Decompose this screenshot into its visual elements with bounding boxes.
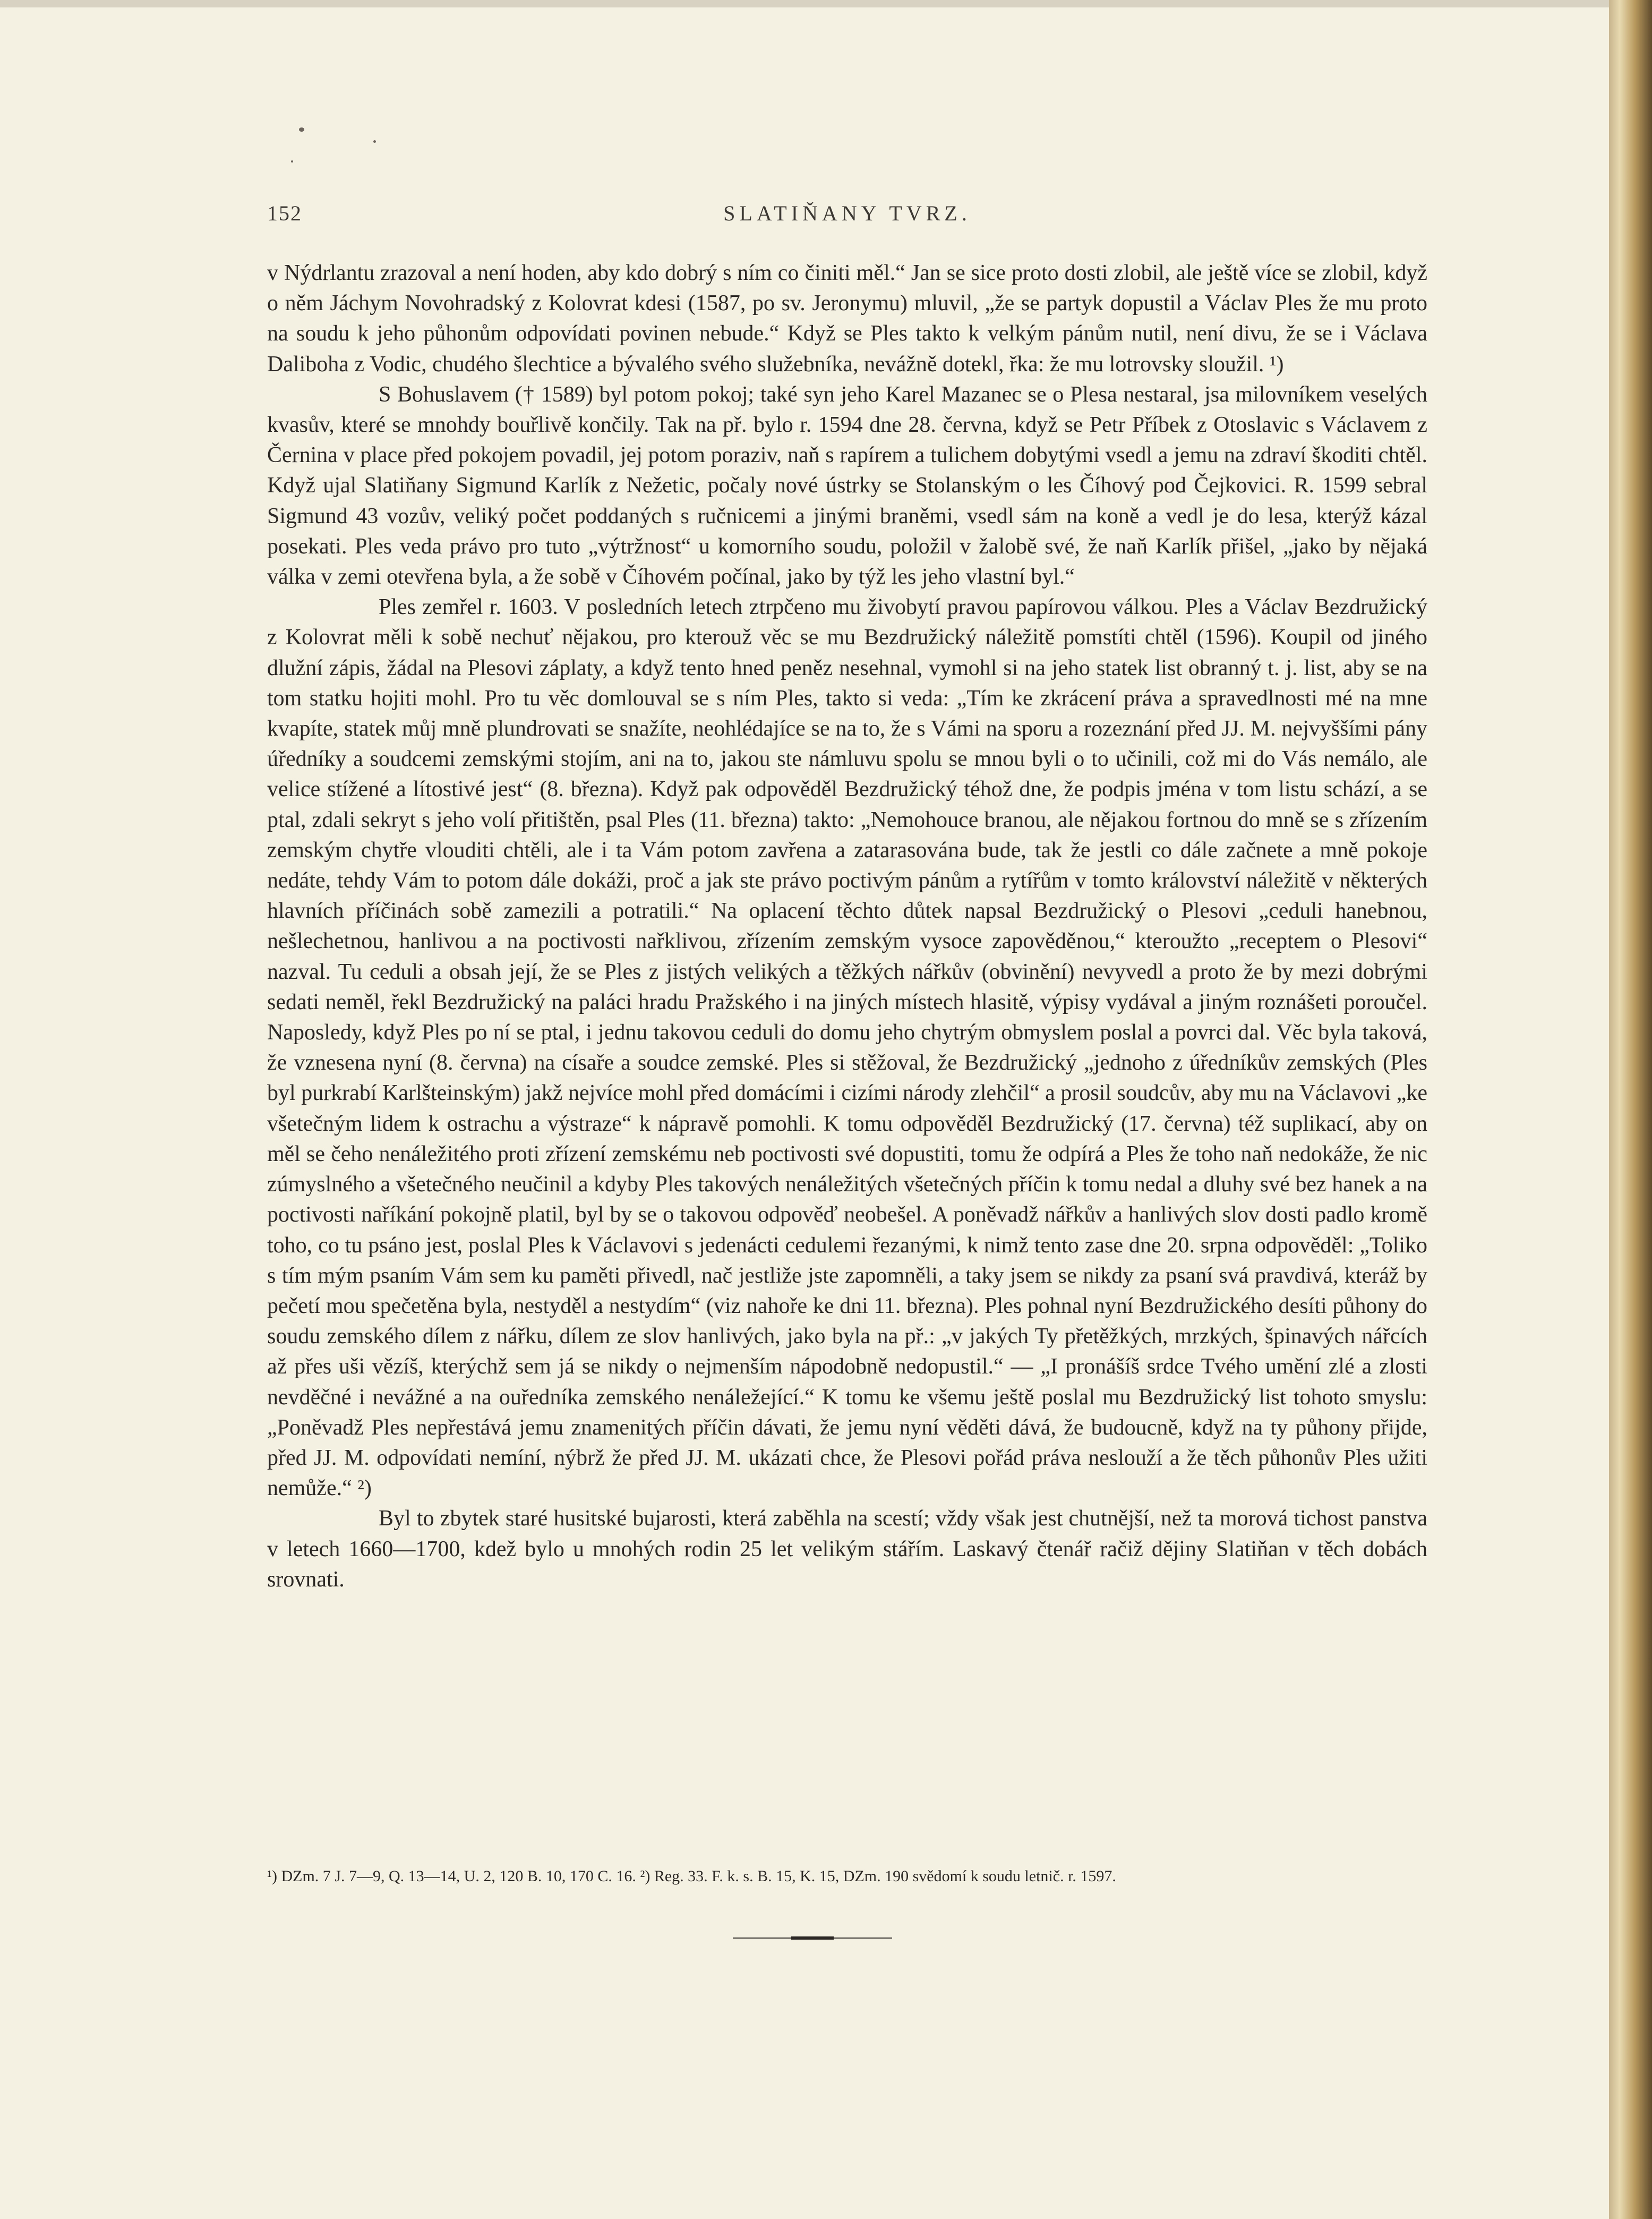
paragraph: Byl to zbytek staré husitské bujarosti, která zaběhla na scestí; vždy však jest chutnější, než ta morová tichost panstva v letech 1660—1700, kdež bylo u mnohých rodin 25 let velikým stářím. Laskavý čtenář račiž dějiny Slatiňan v těch dobách srovnati. <box>267 1506 1427 1592</box>
paragraph: Ples zemřel r. 1603. V posledních letech ztrpčeno mu živobytí pravou papírovou válkou. Ples a Václav Bezdružický z Kolovrat měli k sobě nechuť nějakou, pro kterouž věc se mu Bezdružický náležitě pomstíti chtěl (1596). Koupil od jiného dlužní zápis, žádal na Plesovi záplaty, a když tento hned peněz nesehnal, vymohl si na jeho statek list obranný t. j. list, aby se na tom statku hojiti mohl. Pro tu věc domlouval se s ním Ples, takto si veda: „Tím ke zkrácení práva a spravedlnosti mé na mne kvapíte, statek můj mně plundrovati se snažíte, neohlédajíce se na to, že s Vámi na sporu a rozeznání před JJ. M. nejvyššími pány úředníky a soudcemi zemskými stojím, ani na to, jakou ste námluvu spolu se mnou byli o to učinili, což mi do Vás nemálo, ale velice stížené a lítostivé jest“ (8. března). Když pak odpověděl Bezdružický téhož dne, že podpis jména v tom listu schází, a se ptal, zdali sekryt s jeho volí přitištěn, psal Ples (11. března) takto: „Nemohouce branou, ale nějakou fortnou do mně se s zřízením zemským chytře vlouditi chtěli, ale i ta Vám potom zavřena a zatarasována bude, tak že jestli co dále začnete a mně pokoje nedáte, tehdy Vám to potom dále dokáži, proč a jak ste právo poctivým pánům a rytířům v tomto království náležitě v některých hlavních příčinách sobě zamezili a potratili.“ Na oplacení těchto důtek napsal Bezdružický o Plesovi „ceduli hanebnou, nešlechetnou, hanlivou a na poctivosti nařklivou, zřízením zemským vysoce zapověděnou,“ kteroužto „receptem o Plesovi“ nazval. Tu ceduli a obsah její, že se Ples z jistých velikých a těžkých nářkův (obvinění) nevyvedl a proto že by mezi dobrými sedati neměl, řekl Bezdružický na paláci hradu Pražského i na jiných místech hlasitě, výpisy vydával a jiným roznášeti poroučel. Naposledy, když Ples po ní se ptal, i jednu takovou ceduli do domu jeho chytrým obmyslem poslal a povrci dal. Věc byla taková, že vznesena nyní (8. června) na císaře a soudce zemské. Ples si stěžoval, že Bezdružický „jednoho z úředníkův zemských (Ples byl purkrabí Karlšteinským) jakž nejvíce mohl před domácími i cizími národy zlehčil“ a prosil soudcův, aby mu na Václavovi „ke všetečným lidem k ostrachu a výstraze“ k nápravě pomohli. K tomu odpověděl Bezdružický (17. června) též suplikací, aby on měl se čeho nenáležitého proti zřízení zemskému neb poctivosti své dopustiti, tomu že odpírá a Ples že toho naň nedokáže, že nic zúmyslného a všetečného neučinil a kdyby Ples takových nenáležitých všetečných příčin k tomu nedal a dluhy své bez hanek a na poctivosti naříkání pokojně platil, byl by se o takovou odpověď neobešel. A poněvadž nářkův a hanlivých slov dosti padlo kromě toho, co tu psáno jest, poslal Ples k Václavovi s jedenácti cedulemi řezanými, k nimž tento zase dne 20. srpna odpověděl: „Toliko s tím mým psaním Vám sem ku paměti přivedl, nač jestliže jste zapomněli, a taky jsem se nikdy za psaní svá pravdivá, kteráž by pečetí mou spečetěna byla, nestyděl a nestydím“ (viz nahoře ke dni 11. března). Ples pohnal nyní Bezdružického desíti půhony do soudu zemského dílem z nářku, dílem ze slov hanlivých, jako byla na př.: „v jakých Ty přetěžkých, mrzkých, špinavých nářcích až přes uši vězíš, kterýchž sem já se nikdy o nejmenším nápodobně nedopustil.“ — „I pronášíš srdce Tvého umění zlé a zlosti nevděčné i nevážné a na ouředníka zemského nenáležející.“ K tomu ke všemu ještě poslal mu Bezdružický list tohoto smyslu: „Poněvadž Ples nepřestává jemu znamenitých příčin dávati, že jemu nyní věděti dává, že budoucně, když na ty půhony přijde, před JJ. M. odpovídati nemíní, nýbrž že před JJ. M. ukázati chce, že Plesovi pořád práva neslouží a že těch půhonův Ples užiti nemůže.“ ²) <box>267 595 1427 1501</box>
end-ornament <box>733 1935 892 1941</box>
ink-speck <box>291 160 293 163</box>
page-header <box>267 201 1427 233</box>
book-binding-edge <box>1609 0 1652 2219</box>
footnotes: ¹) DZm. 7 J. 7—9, Q. 13—14, U. 2, 120 B. 10, 170 C. 16. ²) Reg. 33. F. k. s. B. 15, K. 15, DZm. 190 svědomí k soudu letnič. r. 1597. <box>267 1867 1116 1885</box>
body-text <box>267 258 1427 1595</box>
ink-speck <box>373 140 376 143</box>
paragraph: S Bohuslavem († 1589) byl potom pokoj; také syn jeho Karel Mazanec se o Plesa nestaral, jsa milovníkem veselých kvasův, které se mnohdy bouřlivě končily. Tak na př. bylo r. 1594 dne 28. června, když se Petr Příbek z Otoslavic s Václavem z Černina v place před pokojem povadil, jej potom poraziv, naň s rapírem a tulichem dobytými vsedl a jemu na zdraví škoditi chtěl. Když ujal Slatiňany Sigmund Karlík z Nežetic, počaly nové ústrky se Stolanským o les Číhový pod Čejkovici. R. 1599 sebral Sigmund 43 vozův, veliký počet poddaných s ručnicemi a jinými braněmi, vsedl sám na koně a vedl je do lesa, kterýž kázal posekati. Ples veda právo pro tuto „výtržnost“ u komorního soudu, položil v žalobě své, že naň Karlík přišel, „jako by nějaká válka v zemi otevřena byla, a že sobě v Číhovém počínal, jako by týž les jeho vlastní byl.“ <box>267 382 1427 590</box>
paragraph: v Nýdrlantu zrazoval a není hoden, aby kdo dobrý s ním co činiti měl.“ Jan se sice proto dosti zlobil, ale ještě více se zlobil, když o něm Jáchym Novohradský z Kolovrat kdesi (1587, po sv. Jeronymu) mluvil, „že se partyk dopustil a Václav Ples že mu proto na soudu k jeho půhonům odpovídati povinen nebude.“ Když se Ples takto k velkým pánům nutil, není divu, že se i Václava Daliboha z Vodic, chudého šlechtice a bývalého svého služebníka, nevážně dotekl, řka: že mu lotrovsky sloužil. ¹) <box>267 261 1427 377</box>
page-number: 152 <box>267 201 302 225</box>
ornament-center <box>791 1936 834 1940</box>
ink-speck <box>299 127 304 132</box>
running-title: SLATIŇANY TVRZ. <box>723 201 971 225</box>
